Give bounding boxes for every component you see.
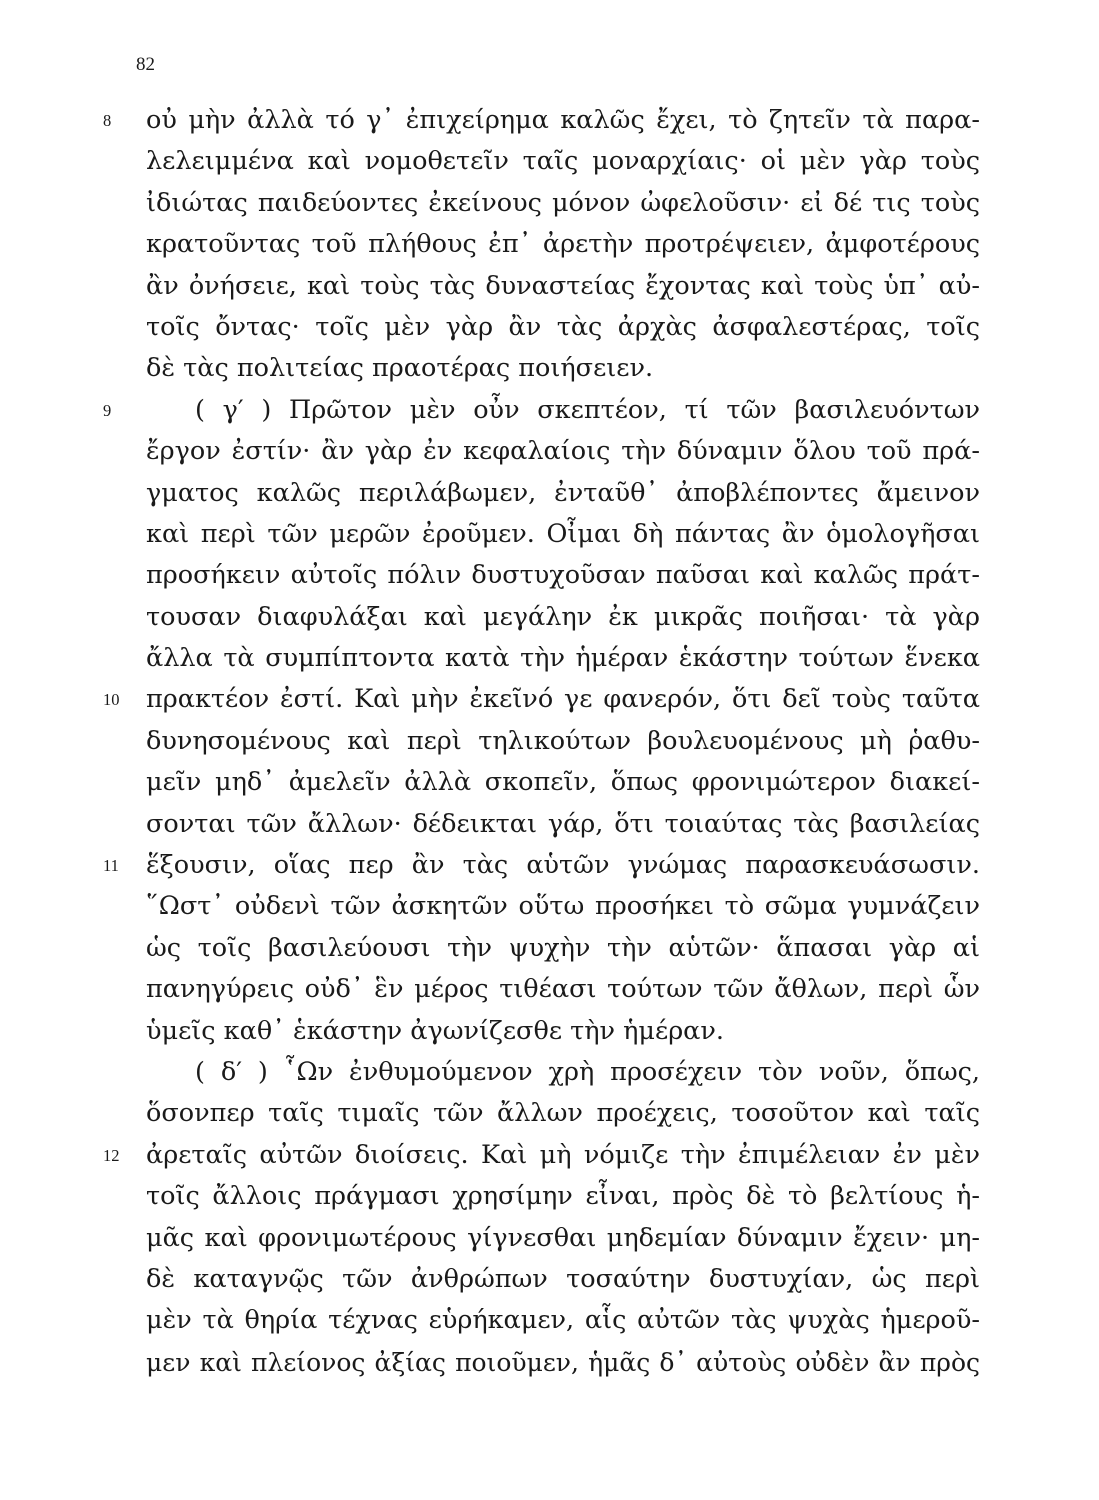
text-line: [0, 679, 1099, 720]
line-text: ἀρεταῖς αὐτῶν διοίσεις. Καὶ μὴ νόμιζε τὴν ἐπιμέλειαν ἐν μὲν: [146, 1139, 980, 1170]
text-line: [0, 1300, 1099, 1341]
section-number: 12: [103, 1145, 120, 1165]
line-text: ὑμεῖς καθ᾽ ἑκάστην ἀγωνίζεσθε τὴν ἡμέραν.: [146, 1015, 725, 1046]
text-line: [0, 1011, 1099, 1052]
line-text: προσήκειν αὐτοῖς πόλιν δυστυχοῦσαν παῦσαι καὶ καλῶς πράτ-: [146, 560, 980, 591]
line-text: πρακτέον ἐστί. Καὶ μὴν ἐκεῖνό γε φανερόν, ὅτι δεῖ τοὺς ταῦτα: [146, 684, 980, 715]
text-line: [0, 307, 1099, 348]
line-text: ῞Ωστ᾽ οὐδενὶ τῶν ἀσκητῶν οὕτω προσήκει τὸ σῶμα γυμνάζειν: [146, 891, 980, 922]
text-line: [0, 1135, 1099, 1176]
text-line: [0, 1259, 1099, 1300]
line-text: πανηγύρεις οὐδ᾽ ἓν μέρος τιθέασι τούτων τῶν ἄθλων, περὶ ὧν: [146, 974, 980, 1005]
text-line: [0, 886, 1099, 927]
line-text: μεν καὶ πλείονος ἀξίας ποιοῦμεν, ἡμᾶς δ᾽ αὐτοὺς οὐδὲν ἂν πρὸς: [146, 1347, 980, 1377]
text-line: [0, 1342, 1099, 1383]
section-number: 9: [103, 400, 112, 420]
line-text: ἄλλα τὰ συμπίπτοντα κατὰ τὴν ἡμέραν ἑκάστην τούτων ἕνεκα: [146, 643, 980, 674]
text-line: [0, 638, 1099, 679]
text-line: [0, 141, 1099, 182]
text-line: [0, 555, 1099, 596]
line-text: σονται τῶν ἄλλων· δέδεικται γάρ, ὅτι τοιαύτας τὰς βασιλείας: [146, 808, 980, 839]
line-text: ὅσονπερ ταῖς τιμαῖς τῶν ἄλλων προέχεις, τοσοῦτον καὶ ταῖς: [146, 1098, 980, 1129]
text-line: [0, 804, 1099, 845]
line-text: τοῖς ἄλλοις πράγμασι χρησίμην εἶναι, πρὸς δὲ τὸ βελτίους ἡ-: [146, 1181, 980, 1212]
text-line: [0, 473, 1099, 514]
section-number: 8: [103, 111, 112, 130]
text-line: [0, 1218, 1099, 1259]
line-text: δὲ καταγνῷς τῶν ἀνθρώπων τοσαύτην δυστυχίαν, ὡς περὶ: [146, 1263, 980, 1294]
line-text: δὲ τὰς πολιτείας πραοτέρας ποιήσειεν.: [146, 353, 654, 384]
line-text: γματος καλῶς περιλάβωμεν, ἐνταῦθ᾽ ἀποβλέποντες ἄμεινον: [146, 477, 980, 508]
line-text: ( δ′ ) ῟Ων ἐνθυμούμενον χρὴ προσέχειν τὸν νοῦν, ὅπως,: [195, 1056, 980, 1087]
section-number: 11: [103, 856, 119, 876]
text-line: [0, 928, 1099, 969]
line-text: καὶ περὶ τῶν μερῶν ἐροῦμεν. Οἶμαι δὴ πάντας ἂν ὁμολογῆσαι: [146, 518, 980, 549]
line-text: οὐ μὴν ἀλλὰ τό γ᾽ ἐπιχείρημα καλῶς ἔχει, τὸ ζητεῖν τὰ παρα-: [146, 105, 980, 135]
text-line: [0, 183, 1099, 224]
line-text: λελειμμένα καὶ νομοθετεῖν ταῖς μοναρχίαις· οἱ μὲν γὰρ τοὺς: [146, 146, 980, 177]
text-body: [0, 100, 1099, 1383]
text-line: [0, 1176, 1099, 1217]
line-text: ( γ′ ) Πρῶτον μὲν οὖν σκεπτέον, τί τῶν βασιλευόντων: [195, 394, 980, 425]
line-text: κρατοῦντας τοῦ πλήθους ἐπ᾽ ἀρετὴν προτρέψειεν, ἀμφοτέρους: [146, 229, 980, 260]
line-text: μᾶς καὶ φρονιμωτέρους γίγνεσθαι μηδεμίαν δύναμιν ἔχειν· μη-: [146, 1222, 980, 1253]
line-text: ἔργον ἐστίν· ἂν γὰρ ἐν κεφαλαίοις τὴν δύναμιν ὅλου τοῦ πρά-: [146, 436, 980, 467]
section-number: 10: [103, 690, 120, 710]
text-line: [0, 100, 1099, 141]
text-line: [0, 390, 1099, 431]
text-line: [0, 762, 1099, 803]
text-line: [0, 348, 1099, 389]
line-text: τουσαν διαφυλάξαι καὶ μεγάλην ἐκ μικρᾶς ποιῆσαι· τὰ γὰρ: [146, 601, 980, 632]
line-text: τοῖς ὄντας· τοῖς μὲν γὰρ ἂν τὰς ἀρχὰς ἀσφαλεστέρας, τοῖς: [146, 311, 980, 342]
text-line: [0, 721, 1099, 762]
line-text: ὡς τοῖς βασιλεύουσι τὴν ψυχὴν τὴν αὑτῶν· ἅπασαι γὰρ αἱ: [146, 932, 980, 963]
line-text: ἕξουσιν, οἵας περ ἂν τὰς αὑτῶν γνώμας παρασκευάσωσιν.: [146, 850, 980, 881]
page-number: 82: [136, 54, 155, 75]
text-line: [0, 514, 1099, 555]
text-line: [0, 1052, 1099, 1093]
line-text: μεῖν μηδ᾽ ἀμελεῖν ἀλλὰ σκοπεῖν, ὅπως φρονιμώτερον διακεί-: [146, 767, 980, 798]
text-line: [0, 969, 1099, 1010]
line-text: ἂν ὀνήσειε, καὶ τοὺς τὰς δυναστείας ἔχοντας καὶ τοὺς ὑπ᾽ αὐ-: [146, 270, 980, 301]
text-line: [0, 597, 1099, 638]
line-text: ἰδιώτας παιδεύοντες ἐκείνους μόνον ὠφελοῦσιν· εἰ δέ τις τοὺς: [146, 187, 980, 218]
text-line: [0, 224, 1099, 265]
line-text: μὲν τὰ θηρία τέχνας εὑρήκαμεν, αἷς αὐτῶν τὰς ψυχὰς ἡμεροῦ-: [146, 1305, 980, 1336]
text-line: [0, 431, 1099, 472]
text-line: [0, 266, 1099, 307]
line-text: δυνησομένους καὶ περὶ τηλικούτων βουλευομένους μὴ ῥαθυ-: [146, 725, 980, 756]
text-line: [0, 1093, 1099, 1134]
text-line: [0, 845, 1099, 886]
